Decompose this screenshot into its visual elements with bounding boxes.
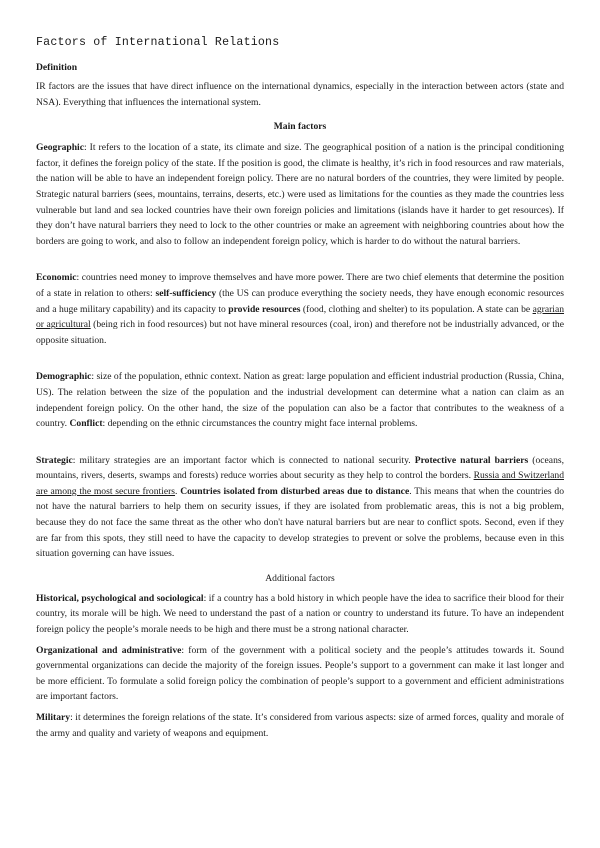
protective-barriers-term: Protective natural barriers — [414, 454, 529, 466]
economic-text-3: (food, clothing and shelter) to its population. A state can be — [300, 303, 533, 315]
conflict-term: Conflict — [69, 418, 103, 430]
isolated-countries-term: Countries isolated from disturbed areas due to distance — [180, 485, 410, 497]
provide-resources-term: provide resources — [228, 303, 301, 315]
demographic-text-1: : size of the population, ethnic context. Nation as great: large population and efficient industrial production (Russia, China, US). The relation between the size of the population and the industrial development can determine what a nation can claim as an independent foreign policy. On the other hand, the size of the population can also be a factor that contributes to the weakness of a country. — [36, 371, 564, 430]
military-paragraph — [36, 710, 564, 741]
military-text: : it determines the foreign relations of the state. It’s considered from various aspects: size of armed forces, quality and morale of the army and quality and variety of weapons and equipment. — [36, 712, 564, 739]
additional-factors-heading: Additional factors — [265, 572, 335, 584]
geographic-paragraph — [36, 140, 564, 249]
strategic-text-2: (oceans, mountains, rivers, deserts, swamps and forests) reduce worries about security as they help to control the borders. — [36, 454, 564, 482]
strategic-text-3: . — [175, 485, 181, 497]
demographic-label: Demographic — [36, 371, 92, 383]
economic-label: Economic — [36, 272, 77, 284]
geographic-label: Geographic — [36, 142, 84, 154]
historical-paragraph — [36, 591, 564, 638]
organizational-label: Organizational and administrative — [36, 644, 182, 656]
demographic-paragraph — [36, 369, 564, 431]
economic-text-2: (the US can produce everything the society needs, they have enough economic resources and a huge military capability) and its capacity to — [36, 287, 564, 315]
geographic-text: : It refers to the location of a state, its climate and size. The geographical position of a nation is the principal conditioning factor, it defines the foreign policy of the state. If the position is good, the climate is healthy, it’s rich in food resources and raw materials, the nation will be able to have an independent foreign policy. There are no natural borders of the countries, they were limited by people. Strategic natural barriers (sees, mountains, terrains, deserts, etc.) were used as limitations for the counties as they made the countries less vulnerable but land and sea locked countries have their own foreign policies and limitations (islands have it harder to get resources). If they don’t have natural barriers they need to lock to the other countries or make an agreement with neighboring countries about how the borders are going to work, and also to follow an independent foreign policy, which is harder to do without the natural barriers. — [36, 142, 564, 247]
definition-paragraph: IR factors are the issues that have direct influence on the international dynamics, especially in the interaction between actors (state and NSA). Everything that influences the international system. — [36, 81, 564, 108]
economic-text-4: (being rich in food resources) but not have mineral resources (coal, iron) and therefore not be industrially advanced, or the opposite situation. — [36, 319, 564, 346]
organizational-paragraph — [36, 643, 564, 705]
economic-paragraph — [36, 270, 564, 348]
main-factors-heading: Main factors — [273, 121, 327, 133]
definition-heading: Definition — [36, 62, 78, 73]
document-title: Factors of International Relations — [36, 36, 280, 49]
historical-label: Historical, psychological and sociological — [36, 592, 204, 604]
agrarian-term: agrarian or agricultural — [36, 303, 565, 331]
self-sufficiency-term: self-sufficiency — [155, 287, 217, 299]
organizational-text: : form of the government with a political society and the people’s attitudes towards it. Sound governmental organizations can decide the majority of the foreign issues. People’s support to a government can make it last longer and be more efficient. To formulate a solid foreign policy the combination of people’s support to a government and efficient administrations are important factors. — [36, 644, 564, 703]
strategic-paragraph — [36, 453, 564, 562]
secure-frontiers-phrase: Russia and Switzerland are among the most secure frontiers — [36, 470, 564, 497]
strategic-label: Strategic — [36, 454, 73, 466]
military-label: Military — [36, 712, 71, 723]
economic-text-1: : countries need money to improve themselves and have more power. There are two chief elements that determine the position of a state in relation to others: — [36, 272, 564, 299]
historical-text: : if a country has a bold history in which people have the idea to sacrifice their blood for their country, its morale will be high. We need to understand the past of a nation or country to understand its future. To have an independent foreign policy the people’s morale needs to be high and there must be a strong national character. — [36, 592, 564, 636]
strategic-text-1: : military strategies are an important factor which is connected to national security. — [72, 454, 415, 466]
demographic-text-2: : depending on the ethnic circumstances the country might face internal problems. — [102, 418, 418, 430]
strategic-text-4: . This means that when the countries do not have the natural barriers to help them on security issues, if they are isolated from problematic areas, this is not a big problem, because they do not face the same threat as the other who don't have natural barriers but are near to conflict spots. Second, even if they are far from this spots, they still need to have the capacity to develop strategies to prevent or solve the problems, because even in this situation governing can have issues. — [36, 485, 564, 560]
